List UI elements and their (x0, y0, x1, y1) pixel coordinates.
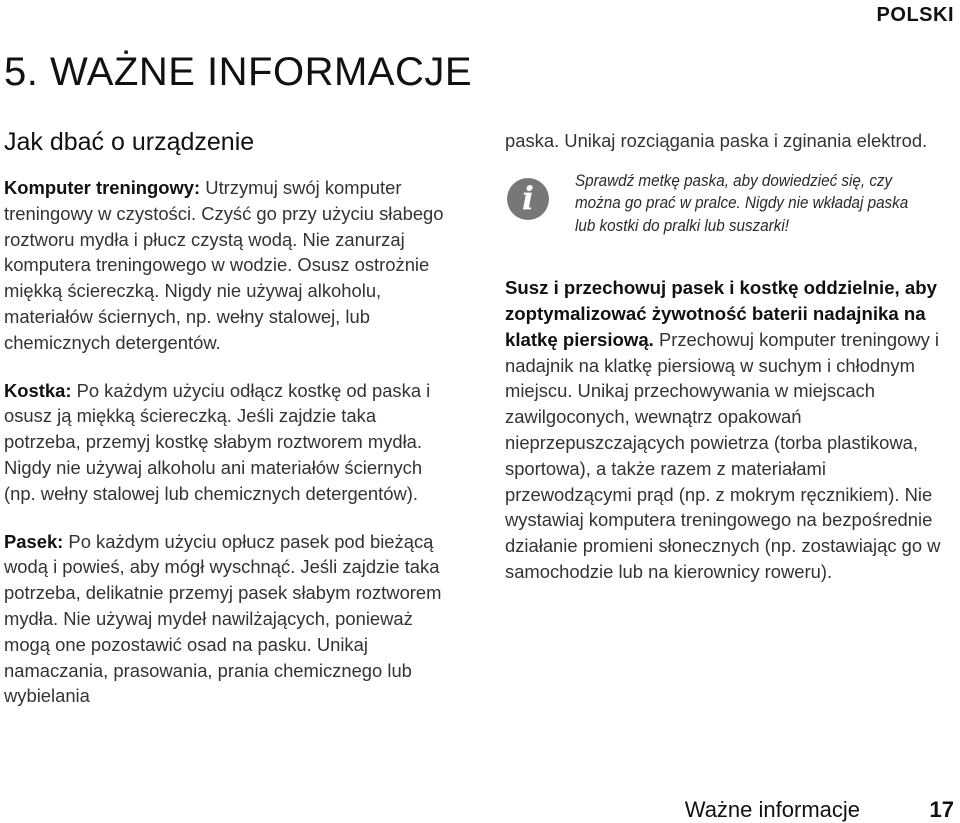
text-training-computer: Utrzymuj swój komputer treningowy w czystości. Czyść go przy użyciu słabego roztworu mydła i płucz czystą wodą. Nie zanurzaj komputera treningowego w wodzie. Osusz ostrożnie miękką ściereczką. Nigdy nie używaj alkoholu, materiałów ściernych, np. wełny stalowej, lub chemicznych detergentów. (4, 177, 444, 353)
footer-section-title: Ważne informacje (684, 797, 860, 822)
storage-text: Przechowuj komputer treningowy i nadajnik na klatkę piersiową w suchym i chłodnym miejscu. Unikaj przechowywania w miejscach zawilgoconych, wewnątrz opakowań nieprzepuszczających powietrza (torba plastikowa, sportowa), a także razem z materiałami przewodzącymi prąd (np. z mokrym ręcznikiem). Nie wystawiaj komputera treningowego na bezpośrednie działanie promieni słonecznych (np. zostawiając go w samochodzie lub na kierownicy roweru). (505, 328, 941, 583)
note-text: Sprawdź metkę paska, aby dowiedzieć się, czy można go prać w pralce. Nigdy nie wkładaj paska lub kostki do pralki lub suszarki! (575, 171, 909, 235)
info-note (505, 170, 955, 238)
right-column (505, 128, 955, 607)
page-number: 17 (929, 797, 954, 822)
left-column (4, 128, 454, 731)
language-label: POLSKI (876, 4, 954, 26)
continuation-text: paska. Unikaj rozciągania paska i zginania elektrod. (505, 130, 928, 151)
chapter-title: 5. WAŻNE INFORMACJE (4, 50, 473, 94)
paragraph-strap (4, 529, 454, 710)
section-title: Jak dbać o urządzenie (4, 128, 255, 156)
term-strap: Pasek: (4, 530, 64, 552)
paragraph-storage (505, 275, 955, 585)
term-connector: Kostka: (4, 379, 72, 401)
storage-heading: Susz i przechowuj pasek i kostkę oddzielnie, aby zoptymalizować żywotność baterii nadajnika na klatkę piersiową. (505, 277, 937, 350)
info-icon (507, 178, 549, 220)
text-connector: Po każdym użyciu odłącz kostkę od paska i osusz ją miękką ściereczką. Jeśli zajdzie taka potrzeba, przemyj kostkę słabym roztworem mydła. Nigdy nie używaj alkoholu ani materiałów ściernych (np. wełny stalowej lub chemicznych detergentów). (4, 379, 431, 504)
paragraph-connector (4, 378, 454, 507)
term-training-computer: Komputer treningowy: (4, 177, 201, 198)
paragraph-training-computer (4, 175, 454, 356)
text-strap: Po każdym użyciu opłucz pasek pod bieżącą wodą i powieś, aby mógł wyschnąć. Jeśli zajdzie taka potrzeba, delikatnie przemyj pasek słabym roztworem mydła. Nie używaj mydeł nawilżających, ponieważ mogą one pozostawić osad na pasku. Unikaj namaczania, prasowania, prania chemicznego lub wybielania (4, 530, 442, 707)
